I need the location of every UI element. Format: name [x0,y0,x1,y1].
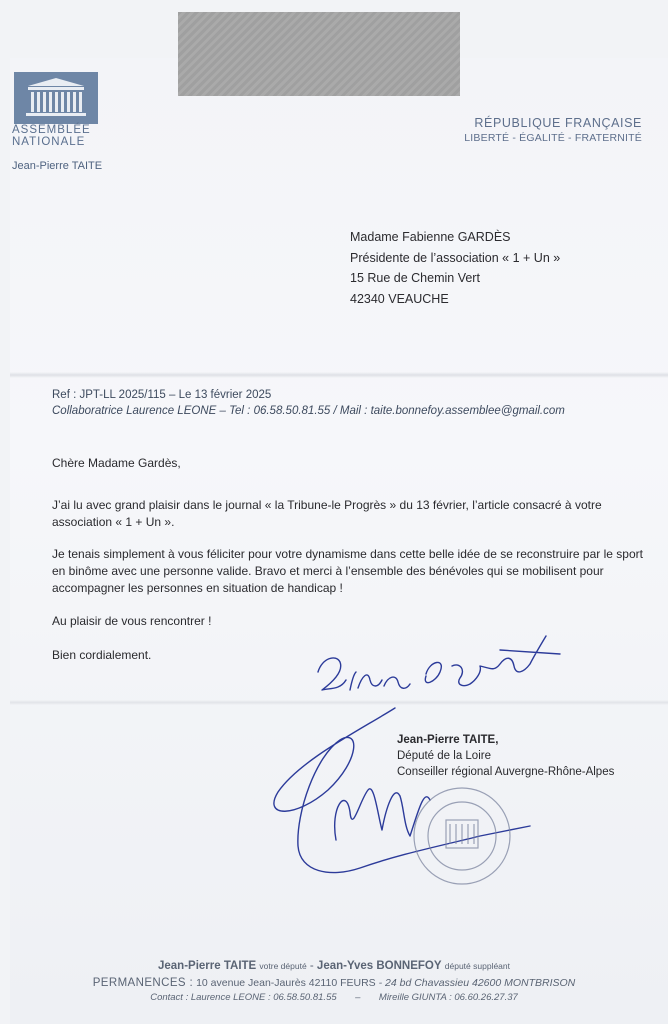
footer-substitute: Jean-Yves BONNEFOY [316,960,442,972]
footer-contacts [0,992,668,1003]
footer-dash: – [355,992,361,1003]
header-deputy-name: Jean-Pierre TAITE [12,160,103,172]
footer-offices [0,977,668,989]
footer-deputy-role: votre député [259,961,307,971]
republic-header [464,116,642,144]
footer-deputy: Jean-Pierre TAITE [158,960,257,972]
recipient-address [350,227,560,309]
footer-separator: - [306,960,317,972]
letter-paper [10,58,668,1024]
republic-motto: LIBERTÉ - ÉGALITÉ - FRATERNITÉ [464,132,642,144]
institution-name [12,124,104,148]
footer-substitute-role: député suppléant [444,961,510,971]
footer-office-2: - 24 bd Chavassieu 42600 MONTBRISON [378,977,576,989]
institution-line2: NATIONALE [12,136,86,148]
collaborator-line: Collaboratrice Laurence LEONE – Tel : 06.58.50.81.55 / Mail : taite.bonnefoy.assemblee@gmail.com [52,405,565,417]
assemblee-nationale-logo [14,72,98,124]
republic-title: RÉPUBLIQUE FRANÇAISE [474,116,642,130]
reference-line: Ref : JPT-LL 2025/115 – Le 13 février 2025 [52,389,272,401]
footer-office-1: 10 avenue Jean-Jaurès 42110 FEURS [196,977,376,989]
paragraph-1: J’ai lu avec grand plaisir dans le journal « la Tribune-le Progrès » du 13 février, l’article consacré à votre association « 1 + Un ». [52,498,602,529]
signatory-role-2: Conseiller régional Auvergne-Rhône-Alpes [397,766,615,778]
closing-1: Au plaisir de vous rencontrer ! [52,614,212,628]
adhesive-tape [178,12,460,96]
recipient-name: Madame Fabienne GARDÈS [350,230,511,244]
signatory-block [397,732,614,780]
closing-2: Bien cordialement. [52,648,152,662]
salutation: Chère Madame Gardès, [52,456,181,470]
fold-line [10,372,668,378]
signatory-role-1: Député de la Loire [397,750,491,762]
recipient-city: 42340 VEAUCHE [350,291,449,306]
footer-names [0,960,668,972]
recipient-street: 15 Rue de Chemin Vert [350,271,480,285]
reference-block [52,387,565,419]
signatory-name: Jean-Pierre TAITE, [397,734,499,746]
institution-line1: ASSEMBLÉE [12,124,91,136]
footer-contact-2: Mireille GIUNTA : 06.60.26.27.37 [378,992,518,1003]
fold-line [10,700,668,705]
paragraph-2: Je tenais simplement à vous féliciter pour votre dynamisme dans cette belle idée de se reconstruire par le sport en binôme avec une personne valide. Bravo et merci à l’ensemble des bénévoles qui se mobilisent pour accompagner les personnes en situation de handicap ! [52,547,643,595]
footer-contact-1: Contact : Laurence LEONE : 06.58.50.81.55 [150,992,337,1003]
recipient-title: Présidente de l’association « 1 + Un » [350,250,561,265]
footer-permanences-label: PERMANENCES : [92,977,194,989]
